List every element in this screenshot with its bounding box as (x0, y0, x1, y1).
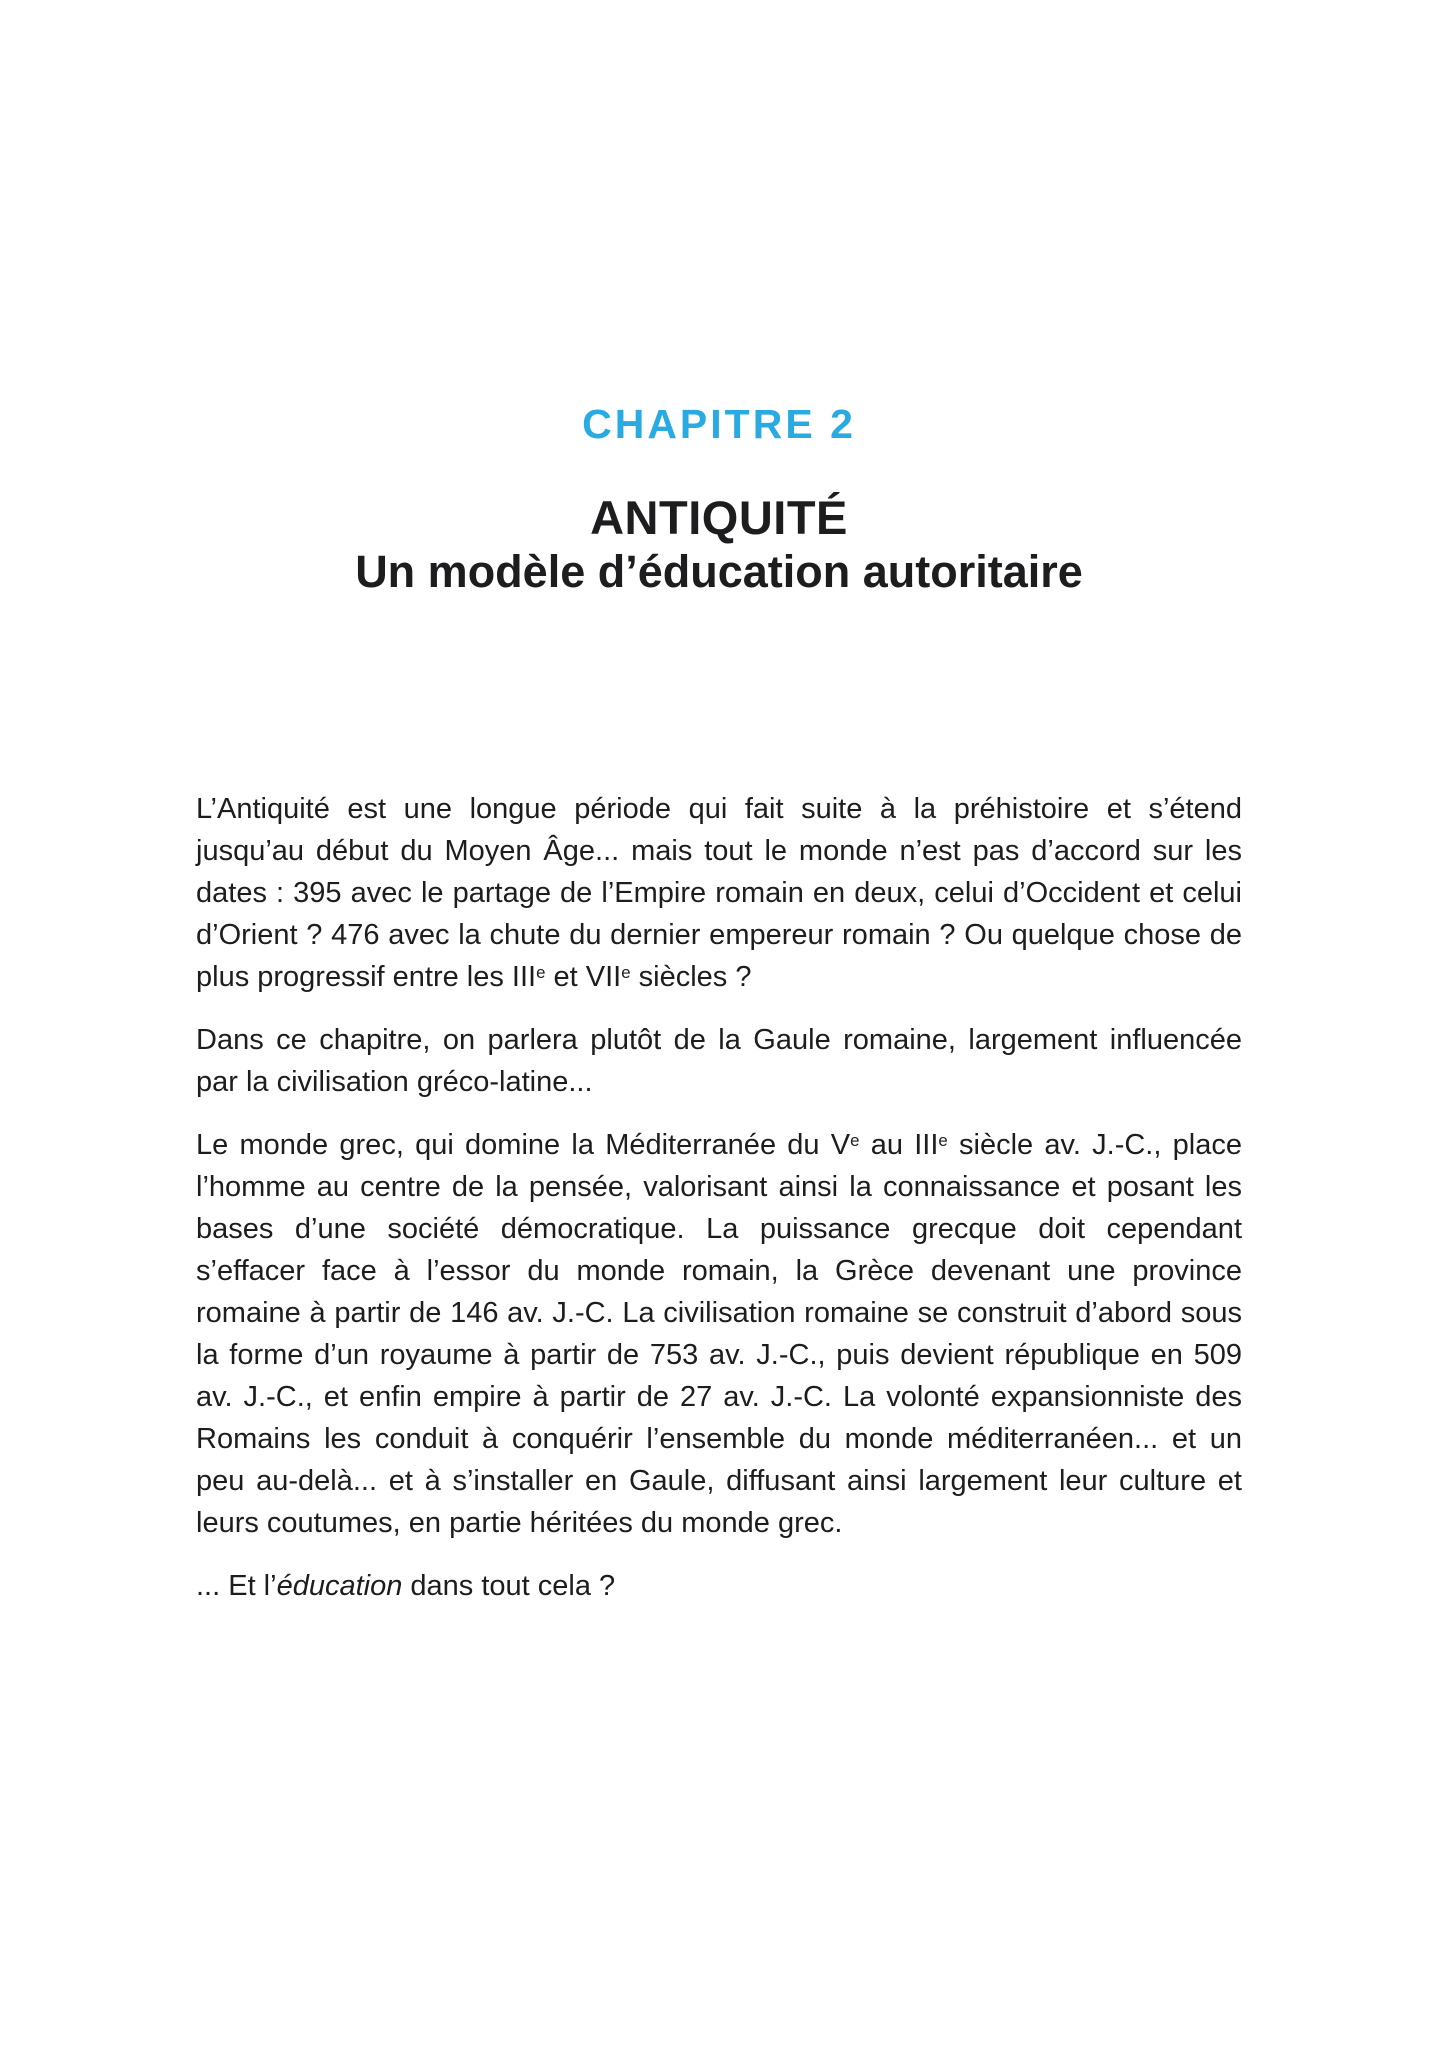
paragraph (196, 1565, 1242, 1607)
text-segment: ... Et l’ (196, 1570, 277, 1602)
text-segment: L’Antiquité est une longue période qui fait suite à la préhistoire et s’étend jusqu’au début du Moyen Âge... mais tout le monde n’est pas d’accord sur les dates : 395 avec le partage de l’Empire romain en deux, celui d’Occident et celui d’Orient ? 476 avec la chute du dernier empereur romain ? Ou quelque chose de plus progressif entre les III (196, 793, 1242, 993)
chapter-title: ANTIQUITÉ (590, 491, 848, 544)
body-text (196, 788, 1242, 1607)
ordinal-superscript: e (850, 1131, 860, 1151)
text-segment: dans tout cela ? (402, 1570, 616, 1602)
chapter-number-heading: CHAPITRE 2 (582, 401, 856, 447)
emphasized-text: éducation (276, 1570, 403, 1602)
paragraph (196, 788, 1242, 998)
chapter-subtitle: Un modèle d’éducation autoritaire (355, 546, 1083, 597)
ordinal-superscript: e (536, 963, 546, 983)
text-segment: au III (859, 1129, 939, 1161)
ordinal-superscript: e (938, 1131, 948, 1151)
paragraph (196, 1019, 1242, 1103)
paragraph (196, 1124, 1242, 1544)
text-segment: siècles ? (630, 961, 752, 993)
ordinal-superscript: e (621, 963, 631, 983)
text-segment: et VII (545, 961, 622, 993)
text-segment: Le monde grec, qui domine la Méditerranée du V (196, 1129, 851, 1161)
text-segment: siècle av. J.-C., place l’homme au centre de la pensée, valorisant ainsi la connaissance et posant les bases d’une société démocratique. La puissance grecque doit cependant s’effacer face à l’essor du monde romain, la Grèce devenant une province romaine à partir de 146 av. J.-C. La civilisation romaine se construit d’abord sous la forme d’un royaume à partir de 753 av. J.-C., puis devient république en 509 av. J.-C., et enfin empire à partir de 27 av. J.-C. La volonté expansionniste des Romains les conduit à conquérir l’ensemble du monde méditerranéen... et un peu au-delà... et à s’installer en Gaule, diffusant ainsi largement leur culture et leurs coutumes, en partie héritées du monde grec. (196, 1129, 1242, 1539)
text-segment: Dans ce chapitre, on parlera plutôt de la Gaule romaine, largement influencée par la civilisation gréco-latine... (196, 1024, 1242, 1098)
